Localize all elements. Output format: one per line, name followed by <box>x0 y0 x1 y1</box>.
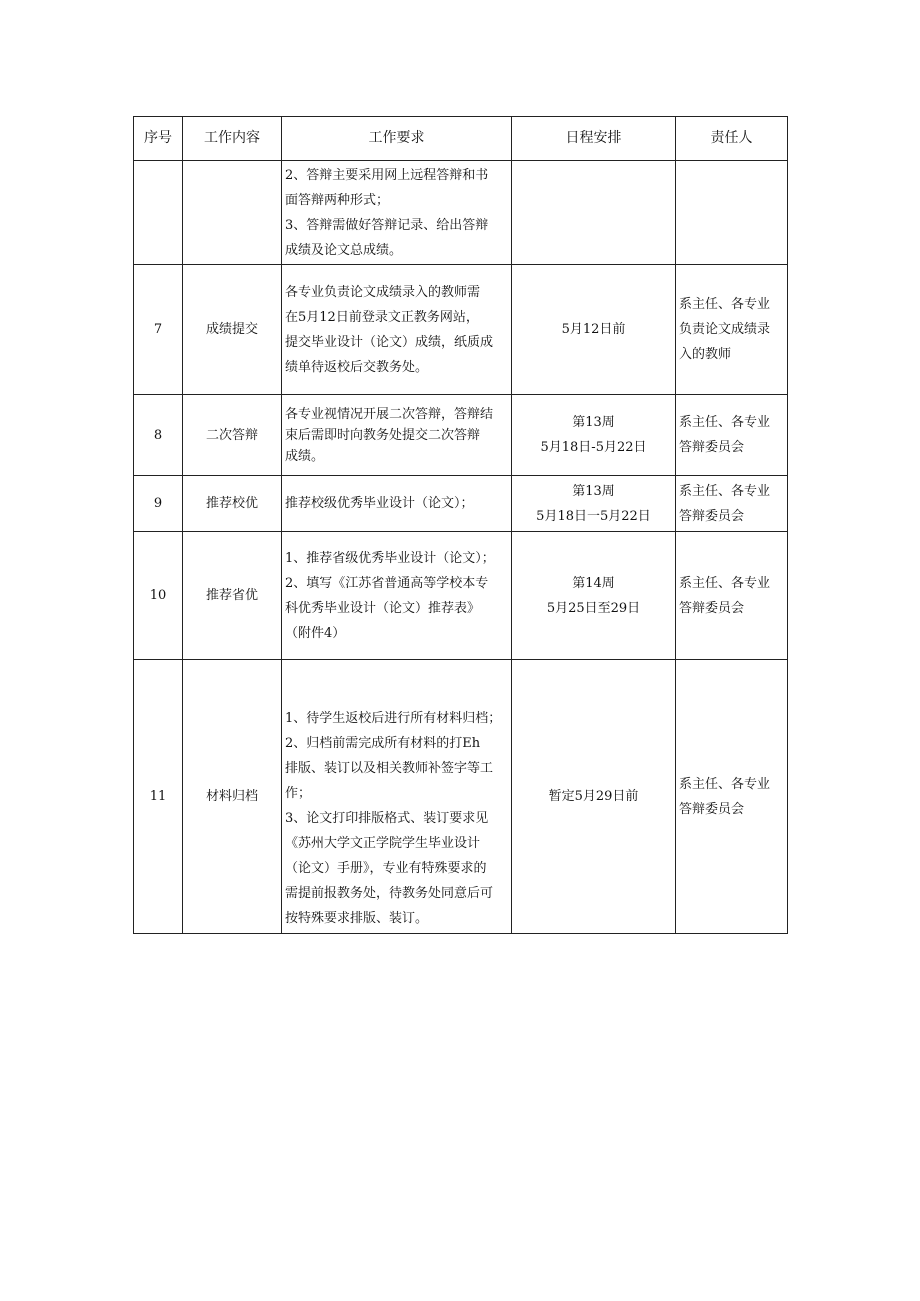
schedule-line: 5月18日一5月22日 <box>536 508 651 524</box>
cell-task: 材料归档 <box>183 660 282 934</box>
cell-task: 二次答辩 <box>183 395 282 476</box>
cell-requirements <box>282 532 512 660</box>
req-line: 提交毕业设计（论文）成绩，纸质成 <box>285 334 494 350</box>
table-row <box>134 532 788 660</box>
owner-line: 系主任、各专业 <box>679 483 771 499</box>
cell-owner <box>676 265 788 395</box>
req-line: 各专业视情况开展二次答辩，答辩结 <box>285 406 494 422</box>
req-line: 成绩及论文总成绩。 <box>285 242 403 258</box>
req-line: 《苏州大学文正学院学生毕业设计 <box>285 836 481 851</box>
table-row <box>134 161 788 265</box>
cell-requirements <box>282 265 512 395</box>
header-seq: 序号 <box>134 117 183 161</box>
cell-requirements <box>282 660 512 934</box>
owner-line: 系主任、各专业 <box>679 776 771 792</box>
cell-task: 推荐校优 <box>183 476 282 532</box>
cell-owner <box>676 532 788 660</box>
schedule-line: 5月25日至29日 <box>546 600 641 616</box>
cell-owner <box>676 395 788 476</box>
cell-seq: 9 <box>134 476 183 532</box>
table-row <box>134 476 788 532</box>
cell-requirements <box>282 161 512 265</box>
cell-schedule <box>512 532 676 660</box>
header-requirements: 工作要求 <box>282 117 512 161</box>
owner-line: 答辩委员会 <box>679 440 745 455</box>
req-line: 作； <box>285 786 312 801</box>
owner-line: 系主任、各专业 <box>679 575 771 591</box>
req-line: 科优秀毕业设计（论文）推荐表》 <box>285 600 481 616</box>
schedule-line: 5月12日前 <box>561 322 626 337</box>
cell-seq: 11 <box>134 660 183 934</box>
owner-line: 入的教师 <box>679 347 732 362</box>
cell-seq: 10 <box>134 532 183 660</box>
req-line: 3、论文打印排版格式、装订要求见 <box>285 811 489 826</box>
req-line: 3、答辩需做好答辩记录、给出答辩 <box>285 217 489 233</box>
req-line: 推荐校级优秀毕业设计（论文）； <box>285 496 474 511</box>
owner-line: 系主任、各专业 <box>679 297 771 312</box>
cell-schedule <box>512 395 676 476</box>
cell-task: 成绩提交 <box>183 265 282 395</box>
cell-schedule <box>512 660 676 934</box>
cell-seq <box>134 161 183 265</box>
owner-line: 答辩委员会 <box>679 600 745 616</box>
owner-line: 系主任、各专业 <box>679 415 771 430</box>
req-line: 各专业负责论文成绩录入的教师需 <box>285 284 481 300</box>
schedule-line: 5月18日-5月22日 <box>540 440 647 455</box>
table-row <box>134 265 788 395</box>
table-header-row <box>134 117 788 161</box>
header-task: 工作内容 <box>183 117 282 161</box>
schedule-line: 暂定5月29日前 <box>548 789 639 804</box>
req-line: 排版、装订以及相关教师补签字等工 <box>285 761 494 776</box>
req-line: 按特殊要求排版、装订。 <box>285 911 429 926</box>
cell-schedule <box>512 161 676 265</box>
owner-line: 答辩委员会 <box>679 801 745 817</box>
cell-owner <box>676 476 788 532</box>
owner-line: 答辩委员会 <box>679 508 745 524</box>
cell-schedule <box>512 476 676 532</box>
req-line: 2、填写《江苏省普通高等学校本专 <box>285 575 489 591</box>
schedule-line: 第14周 <box>572 575 615 591</box>
cell-requirements <box>282 395 512 476</box>
cell-seq: 8 <box>134 395 183 476</box>
owner-line: 负责论文成绩录 <box>679 322 771 337</box>
cell-requirements <box>282 476 512 532</box>
req-line: （附件4） <box>285 625 346 641</box>
cell-task <box>183 161 282 265</box>
req-line: 2、归档前需完成所有材料的打Eh <box>285 736 481 751</box>
cell-seq: 7 <box>134 265 183 395</box>
header-schedule: 日程安排 <box>512 117 676 161</box>
schedule-line: 第13周 <box>572 415 615 430</box>
header-owner: 责任人 <box>676 117 788 161</box>
schedule-table <box>133 116 788 934</box>
schedule-line: 第13周 <box>572 483 615 499</box>
req-line: 2、答辩主要采用网上远程答辩和书 <box>285 167 489 183</box>
cell-task: 推荐省优 <box>183 532 282 660</box>
req-line: 1、待学生返校后进行所有材料归档； <box>285 711 502 726</box>
req-line: 成绩。 <box>285 448 325 464</box>
req-line: 绩单待返校后交教务处。 <box>285 359 429 375</box>
req-line: 需提前报教务处，待教务处同意后可 <box>285 886 494 901</box>
req-line: 面答辩两种形式； <box>285 192 390 208</box>
cell-owner <box>676 660 788 934</box>
req-line: 在5月12日前登录文正教务网站， <box>285 309 479 325</box>
cell-schedule <box>512 265 676 395</box>
table-row <box>134 395 788 476</box>
req-line: 1、推荐省级优秀毕业设计（论文）； <box>285 550 495 566</box>
req-line: （论文）手册》，专业有特殊要求的 <box>285 861 487 876</box>
req-line: 束后需即时向教务处提交二次答辩 <box>285 427 481 443</box>
table-row <box>134 660 788 934</box>
cell-owner <box>676 161 788 265</box>
